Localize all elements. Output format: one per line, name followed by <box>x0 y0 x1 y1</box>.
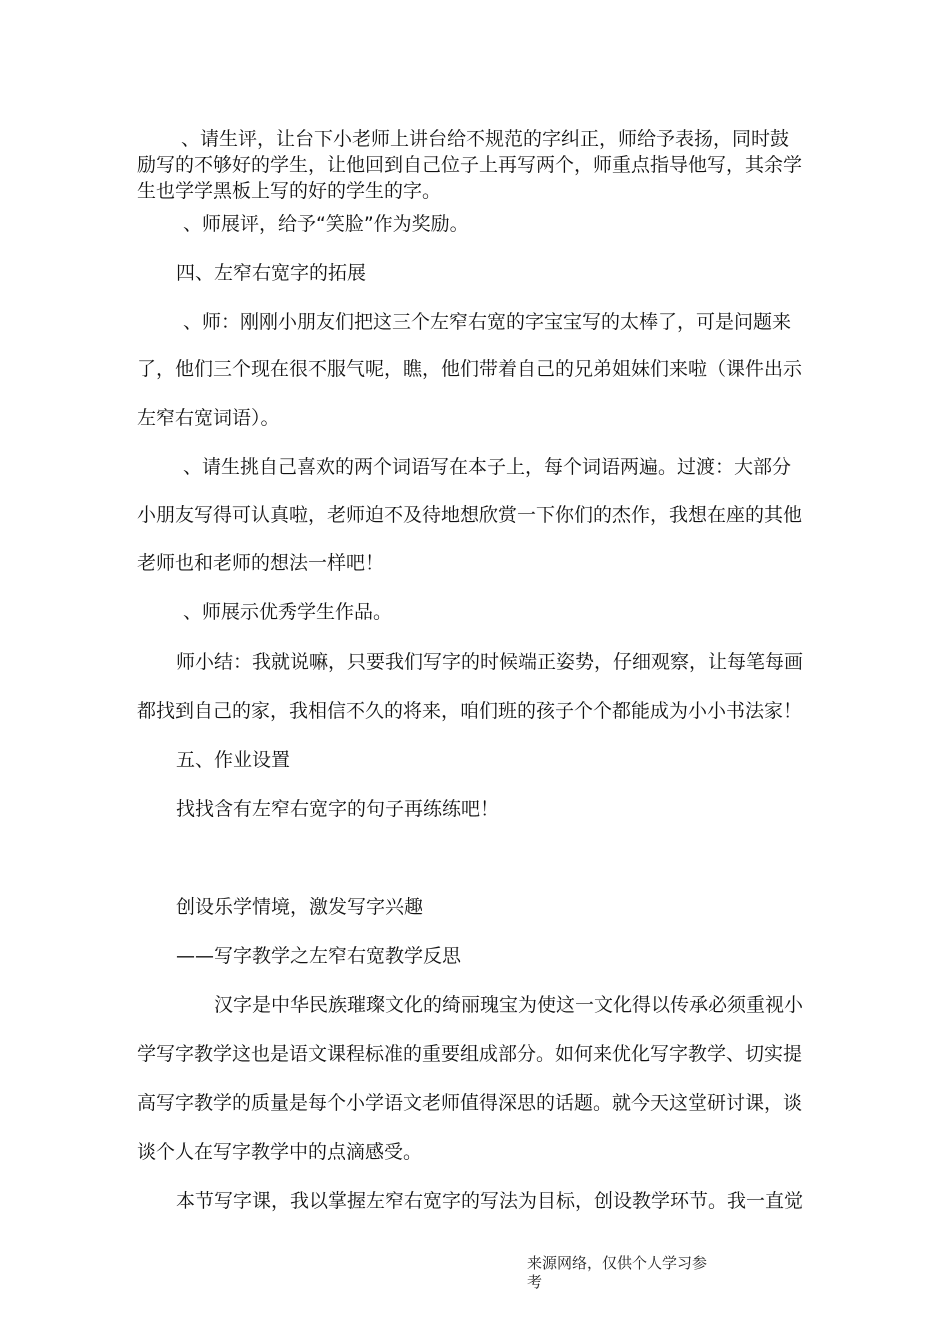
reflection-title: 创设乐学情境，激发写字兴趣 <box>176 896 424 918</box>
paragraph-line: 找找含有左窄右宽字的句子再练练吧！ <box>176 798 500 820</box>
paragraph-line: 老师也和老师的想法一样吧！ <box>137 552 385 574</box>
section-heading: 五、作业设置 <box>176 749 291 771</box>
paragraph-line: 、请生评，让台下小老师上讲台给不规范的字纠正，师给予表扬，同时鼓 <box>181 128 790 150</box>
paragraph-line: 学写字教学这也是语文课程标准的重要组成部分。如何来优化写字教学、切实提 <box>137 1043 803 1065</box>
paragraph-line: 、师展示优秀学生作品。 <box>183 601 393 623</box>
paragraph-line: 高写字教学的质量是每个小学语文老师值得深思的话题。就今天这堂研讨课，谈 <box>137 1092 803 1114</box>
paragraph-line: 汉字是中华民族璀璨文化的绮丽瑰宝为使这一文化得以传承必须重视小 <box>214 994 804 1016</box>
paragraph-line: 、师展评，给予“笑脸”作为奖励。 <box>183 213 469 235</box>
paragraph-line: 小朋友写得可认真啦，老师迫不及待地想欣赏一下你们的杰作，我想在座的其他 <box>137 504 803 526</box>
paragraph-line: 、请生挑自己喜欢的两个词语写在本子上，每个词语两遍。过渡：大部分 <box>183 456 792 478</box>
paragraph-line: 师小结：我就说嘛，只要我们写字的时候端正姿势，仔细观察，让每笔每画 <box>176 651 804 673</box>
footer-note: 考 <box>527 1273 543 1291</box>
paragraph-line: 谈个人在写字教学中的点滴感受。 <box>137 1141 423 1163</box>
footer-note: 来源网络，仅供个人学习参 <box>527 1254 708 1272</box>
reflection-subtitle: ——写字教学之左窄右宽教学反思 <box>176 945 462 967</box>
paragraph-line: 都找到自己的家，我相信不久的将来，咱们班的孩子个个都能成为小小书法家！ <box>137 700 803 722</box>
paragraph-line: 、师：刚刚小朋友们把这三个左窄右宽的字宝宝写的太棒了，可是问题来 <box>183 311 792 333</box>
paragraph-line: 励写的不够好的学生，让他回到自己位子上再写两个，师重点指导他写，其余学 <box>137 154 803 176</box>
paragraph-line: 了，他们三个现在很不服气呢，瞧，他们带着自己的兄弟姐妹们来啦（课件出示 <box>137 358 803 380</box>
paragraph-line: 生也学学黑板上写的好的学生的字。 <box>137 180 442 202</box>
section-heading: 四、左窄右宽字的拓展 <box>176 262 367 284</box>
paragraph-line: 左窄右宽词语）。 <box>137 407 280 429</box>
paragraph-line: 本节写字课，我以掌握左窄右宽字的写法为目标，创设教学环节。我一直觉 <box>176 1190 804 1212</box>
